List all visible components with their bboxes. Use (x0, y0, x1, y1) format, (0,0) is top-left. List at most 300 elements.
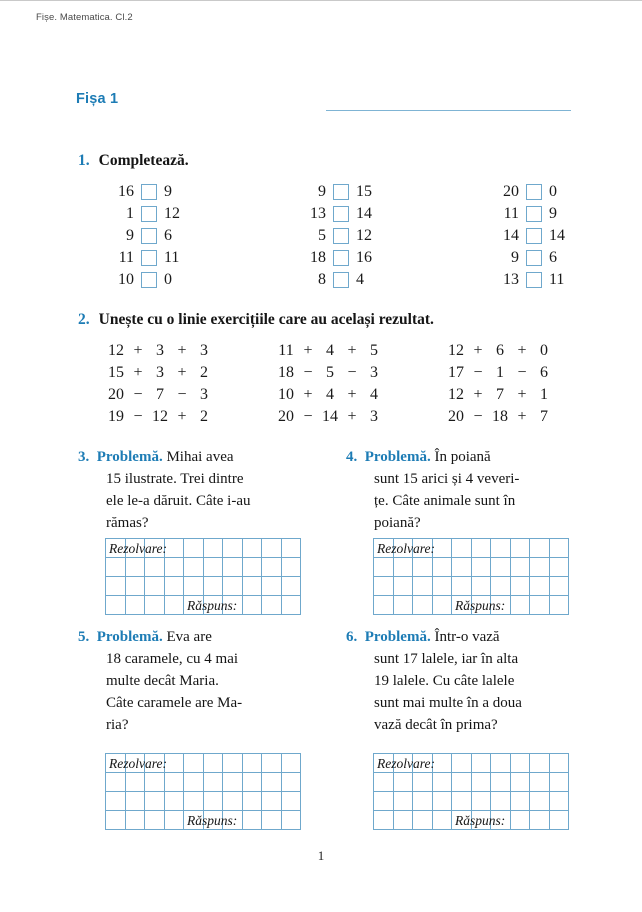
grid-cell[interactable] (145, 596, 165, 615)
grid-cell[interactable] (413, 558, 433, 577)
grid-cell[interactable] (165, 811, 185, 830)
compare-right-number: 12 (164, 205, 180, 222)
compare-row (104, 225, 194, 247)
grid-cell[interactable] (223, 811, 243, 830)
grid-cell[interactable] (223, 577, 243, 596)
grid-cell[interactable] (223, 773, 243, 792)
exercise-1-heading (78, 152, 189, 170)
grid-cell[interactable] (491, 773, 511, 792)
expression-row[interactable] (445, 340, 555, 362)
compare-left-number: 20 (503, 183, 519, 200)
grid-cell[interactable] (223, 539, 243, 558)
grid-cell[interactable] (530, 539, 550, 558)
expr-operand: 6 (540, 364, 548, 381)
grid-cell[interactable] (491, 558, 511, 577)
grid-cell[interactable] (472, 792, 492, 811)
grid-cell[interactable] (394, 577, 414, 596)
grid-cell[interactable] (126, 792, 146, 811)
grid-cell[interactable] (530, 558, 550, 577)
grid-cell[interactable] (374, 596, 394, 615)
compare-left-number: 11 (118, 249, 134, 266)
grid-cell[interactable] (550, 773, 570, 792)
grid-cell[interactable] (374, 558, 394, 577)
grid-cell[interactable] (106, 754, 126, 773)
grid-cell[interactable] (394, 558, 414, 577)
expr-operator: − (133, 408, 143, 425)
grid-cell[interactable] (126, 558, 146, 577)
grid-cell[interactable] (262, 773, 282, 792)
grid-cell[interactable] (452, 577, 472, 596)
grid-cell[interactable] (262, 596, 282, 615)
grid-cell[interactable] (511, 792, 531, 811)
grid-cell[interactable] (165, 792, 185, 811)
grid-cell[interactable] (106, 539, 126, 558)
grid-cell[interactable] (530, 754, 550, 773)
grid-cell[interactable] (145, 558, 165, 577)
grid-cell[interactable] (165, 773, 185, 792)
grid-cell[interactable] (491, 577, 511, 596)
raspuns-label: Răspuns: (187, 598, 238, 613)
compare-right-number: 14 (356, 205, 372, 222)
grid-cell[interactable] (452, 811, 472, 830)
grid-cell[interactable] (511, 811, 531, 830)
problem-text-line (346, 446, 576, 468)
problem-3 (78, 446, 308, 534)
expr-operand: 19 (108, 408, 124, 425)
expr-operand: 20 (448, 408, 464, 425)
grid-cell[interactable] (282, 558, 302, 577)
grid-cell[interactable] (282, 596, 302, 615)
spacer (89, 449, 97, 465)
exercise-1-column-3 (489, 181, 579, 291)
grid-row (106, 773, 301, 792)
compare-row (489, 203, 579, 225)
exercise-1-title: Completează. (98, 152, 189, 169)
answer-grid-5[interactable] (105, 753, 301, 830)
grid-cell[interactable] (282, 577, 302, 596)
exercise-2-number: 2. (78, 311, 90, 328)
grid-cell[interactable] (530, 773, 550, 792)
grid-cell[interactable] (413, 754, 433, 773)
expr-operator: + (473, 342, 483, 359)
expr-operator: + (517, 408, 527, 425)
comparison-sign-box[interactable] (141, 228, 157, 244)
expr-operator: + (347, 386, 357, 403)
problem-text-line (78, 626, 308, 648)
comparison-sign-box[interactable] (141, 272, 157, 288)
comparison-sign-box[interactable] (141, 206, 157, 222)
grid-cell[interactable] (394, 539, 414, 558)
expr-operator: − (303, 408, 313, 425)
grid-cell[interactable] (413, 811, 433, 830)
grid-cell[interactable] (126, 577, 146, 596)
compare-row (489, 269, 579, 291)
compare-row (296, 181, 386, 203)
grid-cell[interactable] (374, 792, 394, 811)
grid-cell[interactable] (511, 577, 531, 596)
comparison-sign-box[interactable] (333, 184, 349, 200)
grid-cell[interactable] (491, 539, 511, 558)
compare-row (296, 269, 386, 291)
expr-operand: 12 (448, 386, 464, 403)
grid-cell[interactable] (530, 596, 550, 615)
grid-cell[interactable] (550, 558, 570, 577)
grid-cell[interactable] (511, 596, 531, 615)
spacer (89, 629, 97, 645)
compare-right-number: 9 (549, 205, 557, 222)
grid-cell[interactable] (184, 792, 204, 811)
comparison-sign-box[interactable] (141, 184, 157, 200)
grid-cell[interactable] (452, 754, 472, 773)
grid-cell[interactable] (472, 539, 492, 558)
exercise-2-column-2 (275, 340, 385, 428)
grid-cell[interactable] (394, 773, 414, 792)
comparison-sign-box[interactable] (526, 272, 542, 288)
expr-operand: 5 (370, 342, 378, 359)
grid-cell[interactable] (550, 754, 570, 773)
grid-cell[interactable] (262, 539, 282, 558)
grid-cell[interactable] (243, 596, 263, 615)
grid-cell[interactable] (472, 558, 492, 577)
grid-cell[interactable] (184, 577, 204, 596)
grid-cell[interactable] (243, 754, 263, 773)
expression-row[interactable] (275, 384, 385, 406)
problem-line-text: 18 caramele, cu 4 mai (106, 651, 239, 667)
grid-cell[interactable] (126, 811, 146, 830)
grid-cell[interactable] (262, 558, 282, 577)
expr-operator: + (177, 342, 187, 359)
grid-cell[interactable] (452, 558, 472, 577)
grid-cell[interactable] (262, 754, 282, 773)
grid-cell[interactable] (165, 596, 185, 615)
grid-row (374, 539, 569, 558)
grid-cell[interactable] (145, 577, 165, 596)
problem-4 (346, 446, 576, 534)
grid-cell[interactable] (511, 773, 531, 792)
problem-label: Problemă. (364, 629, 431, 645)
grid-cell[interactable] (472, 811, 492, 830)
grid-cell[interactable] (374, 577, 394, 596)
expr-operand: 3 (156, 342, 164, 359)
compare-left-number: 14 (503, 227, 519, 244)
grid-cell[interactable] (145, 754, 165, 773)
grid-cell[interactable] (374, 754, 394, 773)
answer-grid-3[interactable] (105, 538, 301, 615)
grid-cell[interactable] (282, 811, 302, 830)
expr-operand: 11 (278, 342, 294, 359)
grid-cell[interactable] (433, 558, 453, 577)
grid-cell[interactable] (433, 792, 453, 811)
grid-cell[interactable] (204, 558, 224, 577)
grid-cell[interactable] (184, 773, 204, 792)
problem-line-text: rămas? (106, 515, 149, 531)
grid-cell[interactable] (282, 792, 302, 811)
comparison-sign-box[interactable] (141, 250, 157, 266)
grid-cell[interactable] (184, 539, 204, 558)
problem-text-line (346, 490, 576, 512)
problem-text-line (78, 648, 308, 670)
grid-cell[interactable] (413, 773, 433, 792)
expression-row[interactable] (445, 362, 555, 384)
grid-cell[interactable] (106, 596, 126, 615)
expr-operand: 4 (370, 386, 378, 403)
expr-operator: − (517, 364, 527, 381)
grid-cell[interactable] (126, 754, 146, 773)
grid-cell[interactable] (126, 596, 146, 615)
expression-row[interactable] (105, 340, 215, 362)
grid-cell[interactable] (550, 539, 570, 558)
grid-cell[interactable] (472, 596, 492, 615)
problem-body (78, 446, 308, 534)
expr-operand: 15 (108, 364, 124, 381)
grid-row (106, 792, 301, 811)
compare-right-number: 15 (356, 183, 372, 200)
grid-cell[interactable] (452, 539, 472, 558)
grid-row (374, 792, 569, 811)
grid-cell[interactable] (394, 811, 414, 830)
grid-cell[interactable] (413, 539, 433, 558)
grid-cell[interactable] (433, 754, 453, 773)
grid-cell[interactable] (145, 811, 165, 830)
grid-cell[interactable] (530, 577, 550, 596)
comparison-sign-box[interactable] (333, 206, 349, 222)
problem-line-text: multe decât Maria. (106, 673, 219, 689)
grid-cell[interactable] (243, 811, 263, 830)
answer-grid-6[interactable] (373, 753, 569, 830)
answer-grid-4[interactable] (373, 538, 569, 615)
expr-operand: 1 (496, 364, 504, 381)
grid-cell[interactable] (243, 773, 263, 792)
grid-cell[interactable] (145, 539, 165, 558)
grid-row (106, 558, 301, 577)
compare-right-number: 11 (549, 271, 565, 288)
expression-row[interactable] (275, 406, 385, 428)
compare-left-number: 16 (118, 183, 134, 200)
compare-left-number: 1 (126, 205, 134, 222)
grid-cell[interactable] (204, 811, 224, 830)
grid-cell[interactable] (374, 811, 394, 830)
grid-cell[interactable] (282, 773, 302, 792)
grid-cell[interactable] (374, 539, 394, 558)
grid-cell[interactable] (184, 754, 204, 773)
grid-cell[interactable] (165, 754, 185, 773)
grid-cell[interactable] (413, 792, 433, 811)
grid-cell[interactable] (165, 539, 185, 558)
grid-cell[interactable] (530, 792, 550, 811)
grid-cell[interactable] (243, 539, 263, 558)
grid-row (106, 577, 301, 596)
expression-row[interactable] (105, 362, 215, 384)
comparison-sign-box[interactable] (333, 272, 349, 288)
grid-cell[interactable] (243, 558, 263, 577)
compare-row (489, 247, 579, 269)
problem-body (346, 626, 576, 736)
grid-cell[interactable] (145, 792, 165, 811)
problem-line-text: vază decât în prima? (374, 717, 498, 733)
grid-cell[interactable] (145, 773, 165, 792)
expr-operand: 18 (492, 408, 508, 425)
expr-operand: 7 (496, 386, 504, 403)
grid-cell[interactable] (106, 773, 126, 792)
problem-text-line (78, 714, 308, 736)
page-number: 1 (317, 848, 325, 863)
grid-cell[interactable] (184, 558, 204, 577)
grid-cell[interactable] (452, 596, 472, 615)
expression-row[interactable] (445, 384, 555, 406)
grid-cell[interactable] (223, 792, 243, 811)
compare-row (104, 203, 194, 225)
problem-number: 6. (346, 629, 358, 645)
grid-cell[interactable] (433, 773, 453, 792)
grid-cell[interactable] (394, 792, 414, 811)
expression-row[interactable] (445, 406, 555, 428)
expr-operator: + (303, 342, 313, 359)
compare-left-number: 13 (310, 205, 326, 222)
problem-text-line (346, 670, 576, 692)
problem-text-line (78, 468, 308, 490)
comparison-sign-box[interactable] (526, 184, 542, 200)
comparison-sign-box[interactable] (526, 206, 542, 222)
grid-cell[interactable] (433, 539, 453, 558)
grid-cell[interactable] (106, 558, 126, 577)
grid-cell[interactable] (550, 596, 570, 615)
grid-cell[interactable] (106, 792, 126, 811)
grid-cell[interactable] (472, 773, 492, 792)
grid-cell[interactable] (511, 754, 531, 773)
problem-label: Problemă. (364, 449, 431, 465)
problem-text-line (78, 670, 308, 692)
expr-operator: + (133, 364, 143, 381)
grid-cell[interactable] (511, 558, 531, 577)
grid-cell[interactable] (491, 792, 511, 811)
problem-line-text: Eva are (162, 629, 212, 645)
grid-cell[interactable] (106, 811, 126, 830)
grid-cell[interactable] (126, 539, 146, 558)
expr-operator: + (177, 408, 187, 425)
grid-cell[interactable] (394, 754, 414, 773)
expr-operator: + (347, 342, 357, 359)
grid-cell[interactable] (472, 754, 492, 773)
grid-cell[interactable] (223, 596, 243, 615)
grid-cell[interactable] (530, 811, 550, 830)
grid-cell[interactable] (282, 539, 302, 558)
problem-6 (346, 626, 576, 736)
expr-operand: 3 (200, 342, 208, 359)
expression-row[interactable] (275, 362, 385, 384)
comparison-sign-box[interactable] (526, 250, 542, 266)
grid-cell[interactable] (204, 577, 224, 596)
problem-line-text: țe. Câte animale sunt în (374, 493, 516, 509)
comparison-sign-box[interactable] (526, 228, 542, 244)
compare-right-number: 12 (356, 227, 372, 244)
expr-operand: 20 (278, 408, 294, 425)
grid-cell[interactable] (262, 792, 282, 811)
problem-line-text: sunt mai multe în a doua (374, 695, 522, 711)
expression-row[interactable] (105, 406, 215, 428)
compare-row (104, 181, 194, 203)
grid-cell[interactable] (223, 754, 243, 773)
grid-row (374, 811, 569, 830)
grid-cell[interactable] (433, 577, 453, 596)
problem-line-text: Într-o vază (430, 629, 500, 645)
grid-cell[interactable] (394, 596, 414, 615)
grid-cell[interactable] (550, 792, 570, 811)
grid-cell[interactable] (204, 792, 224, 811)
grid-cell[interactable] (374, 773, 394, 792)
grid-cell[interactable] (491, 811, 511, 830)
expr-operator: + (347, 408, 357, 425)
grid-cell[interactable] (550, 811, 570, 830)
expression-row[interactable] (105, 384, 215, 406)
problem-number: 3. (78, 449, 90, 465)
expr-operand: 4 (326, 386, 334, 403)
grid-cell[interactable] (433, 811, 453, 830)
grid-cell[interactable] (184, 596, 204, 615)
grid-cell[interactable] (472, 577, 492, 596)
grid-cell[interactable] (223, 558, 243, 577)
grid-cell[interactable] (184, 811, 204, 830)
grid-cell[interactable] (452, 773, 472, 792)
grid-cell[interactable] (243, 792, 263, 811)
compare-right-number: 6 (549, 249, 557, 266)
grid-cell[interactable] (165, 558, 185, 577)
problem-line-text: Câte caramele are Ma- (106, 695, 243, 711)
grid-cell[interactable] (433, 596, 453, 615)
compare-row (489, 225, 579, 247)
grid-cell[interactable] (413, 577, 433, 596)
expr-operator: − (303, 364, 313, 381)
grid-cell[interactable] (491, 596, 511, 615)
grid-cell[interactable] (491, 754, 511, 773)
compare-row (296, 225, 386, 247)
compare-left-number: 18 (310, 249, 326, 266)
grid-cell[interactable] (204, 754, 224, 773)
grid-cell[interactable] (204, 596, 224, 615)
grid-cell[interactable] (282, 754, 302, 773)
grid-cell[interactable] (204, 539, 224, 558)
grid-cell[interactable] (204, 773, 224, 792)
compare-left-number: 11 (503, 205, 519, 222)
exercise-2-heading (78, 311, 434, 329)
compare-left-number: 9 (318, 183, 326, 200)
expression-row[interactable] (275, 340, 385, 362)
comparison-sign-box[interactable] (333, 250, 349, 266)
grid-cell[interactable] (262, 811, 282, 830)
grid-row (106, 754, 301, 773)
rezolvare-label: Rezolvare: (377, 756, 435, 771)
grid-cell[interactable] (126, 773, 146, 792)
grid-cell[interactable] (550, 577, 570, 596)
expr-operator: + (133, 342, 143, 359)
grid-cell[interactable] (452, 792, 472, 811)
exercise-1-column-2 (296, 181, 386, 291)
expr-operand: 12 (152, 408, 168, 425)
comparison-sign-box[interactable] (333, 228, 349, 244)
compare-row (104, 247, 194, 269)
raspuns-label: Răspuns: (455, 813, 506, 828)
compare-row (104, 269, 194, 291)
expr-operator: + (473, 386, 483, 403)
grid-cell[interactable] (262, 577, 282, 596)
problem-text-line (346, 692, 576, 714)
expr-operand: 10 (278, 386, 294, 403)
grid-cell[interactable] (243, 577, 263, 596)
grid-cell[interactable] (106, 577, 126, 596)
grid-cell[interactable] (165, 577, 185, 596)
grid-cell[interactable] (413, 596, 433, 615)
compare-right-number: 9 (164, 183, 172, 200)
grid-cell[interactable] (511, 539, 531, 558)
